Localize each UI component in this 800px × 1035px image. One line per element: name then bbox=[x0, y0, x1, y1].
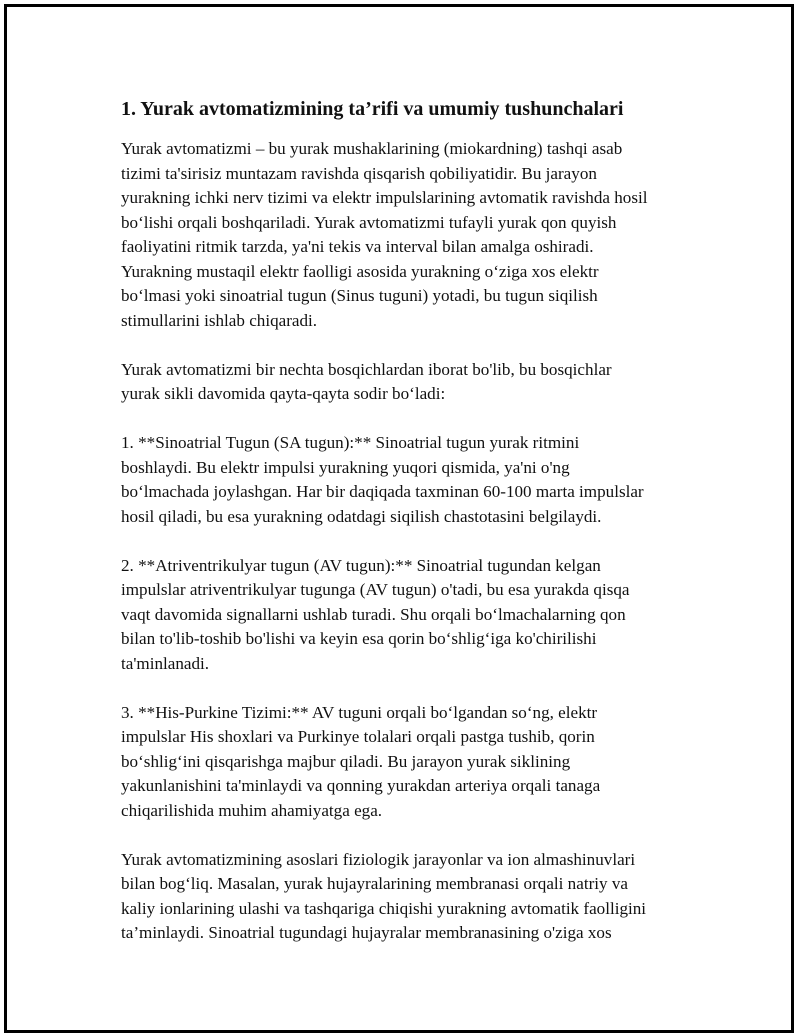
text-line: tizimi ta'sirisiz muntazam ravishda qisqarish qobiliyatidir. Bu jarayon bbox=[121, 163, 597, 183]
text-line: Yurak avtomatizmi bir nechta bosqichlardan iborat bo'lib, bu bosqichlar bbox=[121, 359, 612, 379]
text-line: impulslar His shoxlari va Purkinye tolalari orqali pastga tushib, qorin bbox=[121, 727, 595, 746]
text-line: bilan to'lib-toshib bo'lishi va keyin esa qorin bo‘shlig‘iga ko'chirilishi bbox=[121, 629, 597, 648]
text-line: 1. **Sinoatrial Tugun (SA tugun):** Sinoatrial tugun yurak ritmini bbox=[121, 433, 580, 452]
text-line: Yurak avtomatizmi – bu yurak mushaklarining (miokardning) tashqi asab bbox=[121, 139, 623, 158]
text-line: kaliy ionlarining ulashi va tashqariga chiqishi yurakning avtomatik faolligini bbox=[121, 898, 647, 918]
text-line: vaqt davomida signallarni ushlab turadi. Shu orqali bo‘lmachalarning qon bbox=[121, 604, 626, 624]
text-line: bilan bog‘liq. Masalan, yurak hujayralarining membranasi orqali natriy va bbox=[121, 874, 628, 893]
text-line: 2. **Atriventrikulyar tugun (AV tugun):** Sinoatrial tugundan kelgan bbox=[121, 555, 601, 575]
text-line: stimullarini ishlab chiqaradi. bbox=[121, 310, 318, 330]
paragraph-his-purkinje bbox=[121, 701, 701, 824]
text-line: ta'minlanadi. bbox=[121, 653, 210, 673]
text-line: hosil qiladi, bu esa yurakning odatdagi siqilish chastotasini belgilaydi. bbox=[121, 506, 602, 526]
paragraph-av-node bbox=[121, 554, 701, 677]
text-line: 3. **His-Purkine Tizimi:** AV tuguni orqali bo‘lgandan so‘ng, elektr bbox=[121, 702, 598, 722]
text-line: impulslar atriventrikulyar tugunga (AV tugun) o'tadi, bu esa yurakda qisqa bbox=[121, 580, 630, 599]
text-line: bo‘lmasi yoki sinoatrial tugun (Sinus tuguni) yotadi, bu tugun siqilish bbox=[121, 286, 598, 305]
paragraph-sa-node bbox=[121, 431, 701, 529]
text-line: bo‘lishi orqali boshqariladi. Yurak avtomatizmi tufayli yurak qon quyish bbox=[121, 212, 617, 232]
text-line: ta’minlaydi. Sinoatrial tugundagi hujayralar membranasining o'ziga xos bbox=[121, 923, 612, 942]
text-line: faoliyatini ritmik tarzda, ya'ni tekis va interval bilan amalga oshiradi. bbox=[121, 237, 594, 256]
paragraph-ion-exchange bbox=[121, 848, 701, 946]
text-line: bo‘lmachada joylashgan. Har bir daqiqada taxminan 60-100 marta impulslar bbox=[121, 482, 644, 501]
text-line: Yurakning mustaqil elektr faolligi asosida yurakning o‘ziga xos elektr bbox=[121, 261, 599, 281]
text-line: yurakning ichki nerv tizimi va elektr impulslarining avtomatik ravishda hosil bbox=[121, 188, 648, 207]
page-frame bbox=[4, 4, 794, 1033]
paragraph-definition bbox=[121, 137, 701, 333]
text-line: yurak sikli davomida qayta-qayta sodir bo‘ladi: bbox=[121, 384, 446, 403]
section-heading: 1. Yurak avtomatizmining ta’rifi va umumiy tushunchalari bbox=[121, 98, 624, 120]
text-line: chiqarilishida muhim ahamiyatga ega. bbox=[121, 800, 383, 820]
text-line: boshlaydi. Bu elektr impulsi yurakning yuqori qismida, ya'ni o'ng bbox=[121, 457, 570, 477]
text-line: Yurak avtomatizmining asoslari fiziologik jarayonlar va ion almashinuvlari bbox=[121, 849, 636, 869]
document-body bbox=[121, 95, 701, 970]
text-line: yakunlanishini ta'minlaydi va qonning yurakdan arteriya orqali tanaga bbox=[121, 776, 601, 795]
paragraph-stages-intro bbox=[121, 358, 701, 407]
text-line: bo‘shlig‘ini qisqarishga majbur qiladi. Bu jarayon yurak siklining bbox=[121, 751, 571, 771]
